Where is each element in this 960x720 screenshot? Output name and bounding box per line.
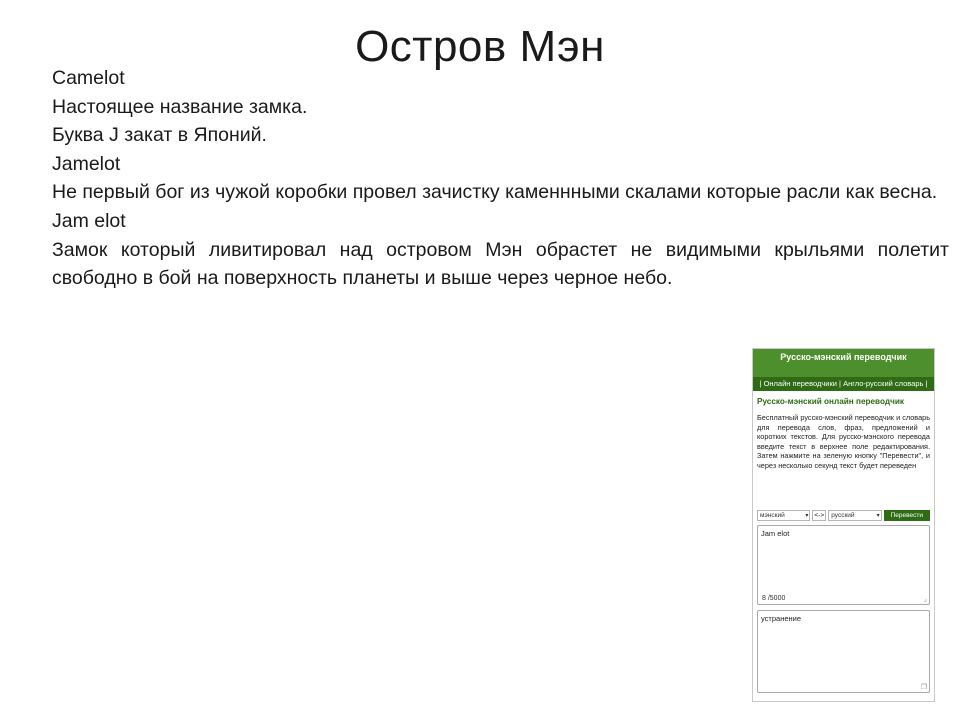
chevron-down-icon: ▾ — [876, 512, 880, 519]
translation-output[interactable] — [757, 610, 930, 693]
translator-header: Русско-мэнский переводчик — [753, 349, 934, 377]
text-line: Jamelot — [52, 152, 121, 175]
body-text — [52, 64, 949, 293]
slide-title: Остров Мэн — [355, 22, 605, 71]
text-line: Jam elot — [52, 209, 126, 232]
translator-controls — [757, 509, 930, 521]
text-line: Буква J закат в Японий. — [52, 124, 267, 147]
source-language-select[interactable] — [757, 510, 810, 521]
translator-subtitle: Русско-мэнский онлайн переводчик — [757, 397, 904, 406]
translator-screenshot — [752, 348, 935, 702]
nav-link-english-russian-dictionary[interactable]: Англо-русский словарь | — [843, 379, 928, 388]
chevron-down-icon: ▾ — [805, 512, 809, 519]
text-paragraph: Замок который ливитировал над островом Мэн обрастет не видимыми крыльями полетит свободно в бой на поверхность планеты и выше через черное небо. — [52, 238, 949, 290]
target-language-value: русский — [831, 511, 855, 519]
translator-nav — [753, 377, 934, 391]
nav-link-online-translators[interactable]: | Онлайн переводчики | — [759, 379, 841, 388]
translation-output-value: устранение — [761, 614, 802, 623]
source-text-input[interactable] — [757, 525, 930, 605]
source-text-value: Jam elot — [761, 529, 790, 538]
text-line: Camelot — [52, 67, 125, 89]
resize-handle-icon[interactable]: ⌟ — [923, 596, 927, 603]
translate-button[interactable]: Перевести — [884, 510, 930, 521]
target-language-select[interactable] — [828, 510, 881, 521]
copy-icon[interactable]: ❐ — [920, 684, 927, 691]
text-line: Настоящее название замка. — [52, 95, 308, 118]
translator-description: Бесплатный русско-мэнский переводчик и словарь для перевода слов, фраз, предложений и коротких текстов. Для русско-мэнского перевода введите текст в верхнее поле редактирования. Затем нажмите на зеленую кнопку "Перевести", и через несколько секунд текст будет переведен — [757, 413, 930, 470]
text-paragraph: Не первый бог из чужой коробки провел зачистку каменнными скалами которые расли как весна. — [52, 181, 938, 204]
swap-languages-button[interactable]: <-> — [812, 510, 826, 521]
translator-content — [753, 391, 934, 693]
source-language-value: мэнский — [760, 511, 785, 519]
character-counter: 8 /5000 — [762, 595, 786, 602]
